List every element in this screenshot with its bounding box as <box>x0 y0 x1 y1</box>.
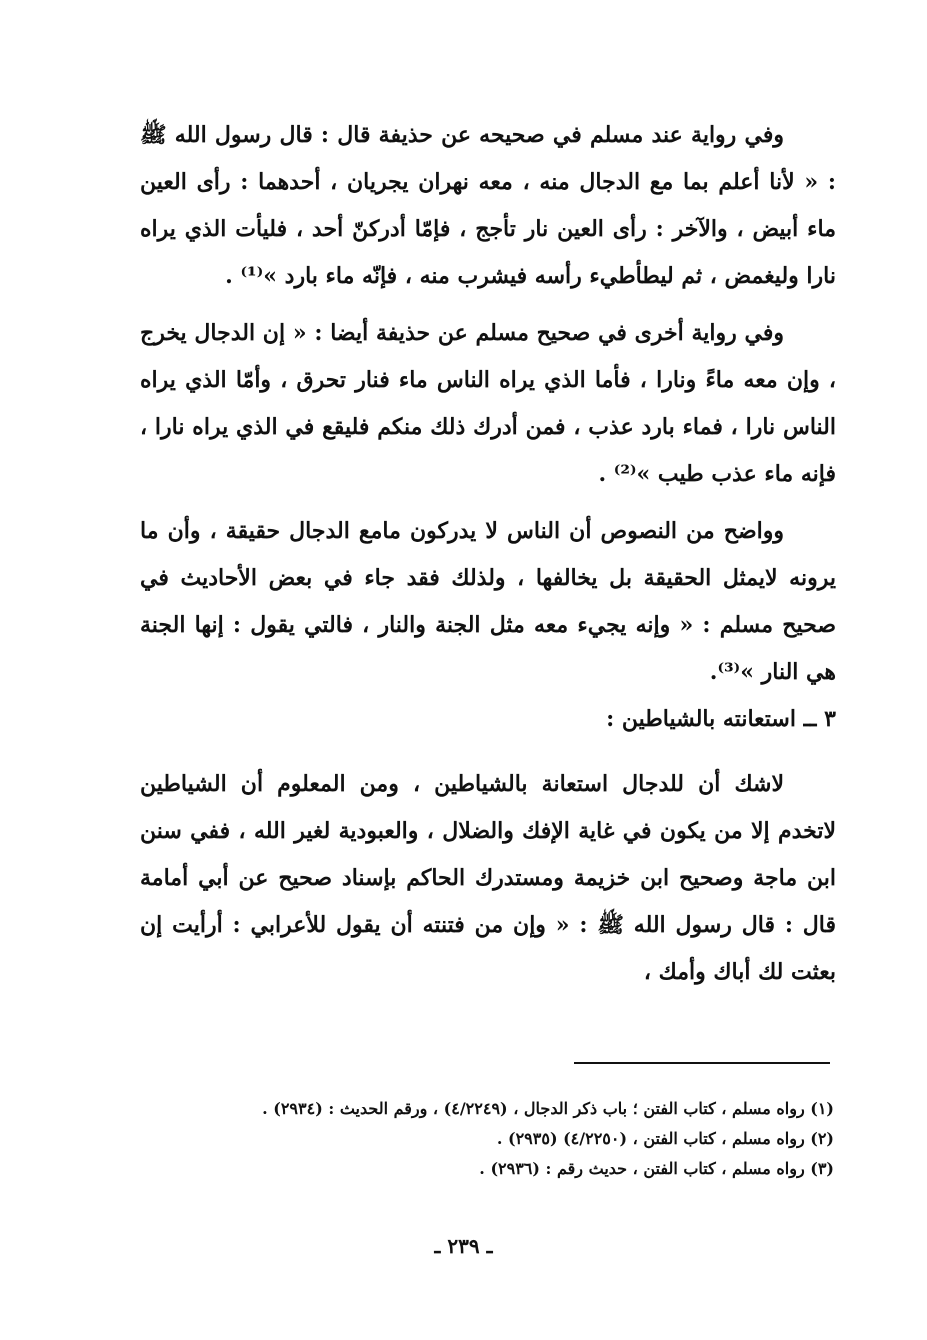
paragraph-devils: لاشك أن للدجال استعانة بالشياطين ، ومن المعلوم أن الشياطين لاتخدم إلا من يكون في غاية الإفك والضلال ، والعبودية لغير الله ، ففي سنن ابن ماجة وصحيح ابن خزيمة ومستدرك الحاكم بإسناد صحيح عن أبي أمامة قال : قال رسول الله ﷺ : « وإن من فتنته أن يقول للأعرابي : أرأيت إن بعثت لك أباك وأمك ، <box>140 771 836 985</box>
footnote-3: (٣) رواه مسلم ، كتاب الفتن ، حديث رقم : (٢٩٣٦) . <box>479 1159 834 1178</box>
section-heading: ٣ ــ استعانته بالشياطين : <box>606 706 836 732</box>
paragraph-hudhayfa-narration: وفي رواية عند مسلم في صحيحه عن حذيفة قال : قال رسول الله ﷺ : « لأنا أعلم بما مع الدجال منه ، معه نهران يجريان ، أحدهما : رأى العين ماء أبيض ، والآخر : رأى العين نار تأجج ، فإمّا أدركنّ أحد ، فليأت الذي يراه نارا وليغمض ، ثم ليطأطيء رأسه فيشرب منه ، فإنّه ماء بارد »⁽¹⁾ . <box>140 122 836 289</box>
footnote-2: (٢) رواه مسلم ، كتاب الفتن ، (٤/٢٢٥٠) (٢٩٣٥) . <box>496 1129 834 1148</box>
page-number: ـ ٢٣٩ ـ <box>434 1234 493 1258</box>
footnote-1: (١) رواه مسلم ، كتاب الفتن ؛ باب ذكر الدجال ، (٤/٢٢٤٩) ، ورقم الحديث : (٢٩٣٤) . <box>262 1099 834 1118</box>
paragraph-second-narration: وفي رواية أخرى في صحيح مسلم عن حذيفة أيضا : « إن الدجال يخرج ، وإن معه ماءً ونارا ، فأما الذي يراه الناس ماء فنار تحرق ، وأمّا الذي يراه الناس نارا ، فماء بارد عذب ، فمن أدرك ذلك منكم فليقع في الذي يراه نارا ، فإنه ماء عذب طيب »⁽²⁾ . <box>140 320 836 487</box>
footnote-divider <box>574 1062 830 1064</box>
footnotes <box>140 1094 834 1184</box>
paragraph-explanation: وواضح من النصوص أن الناس لا يدركون مامع الدجال حقيقة ، وأن ما يرونه لايمثل الحقيقة بل يخالفها ، ولذلك فقد جاء في بعض الأحاديث في صحيح مسلم : « وإنه يجيء معه مثل الجنة والنار ، فالتي يقول : إنها الجنة هي النار »⁽³⁾. <box>140 518 836 685</box>
main-text <box>140 112 836 996</box>
